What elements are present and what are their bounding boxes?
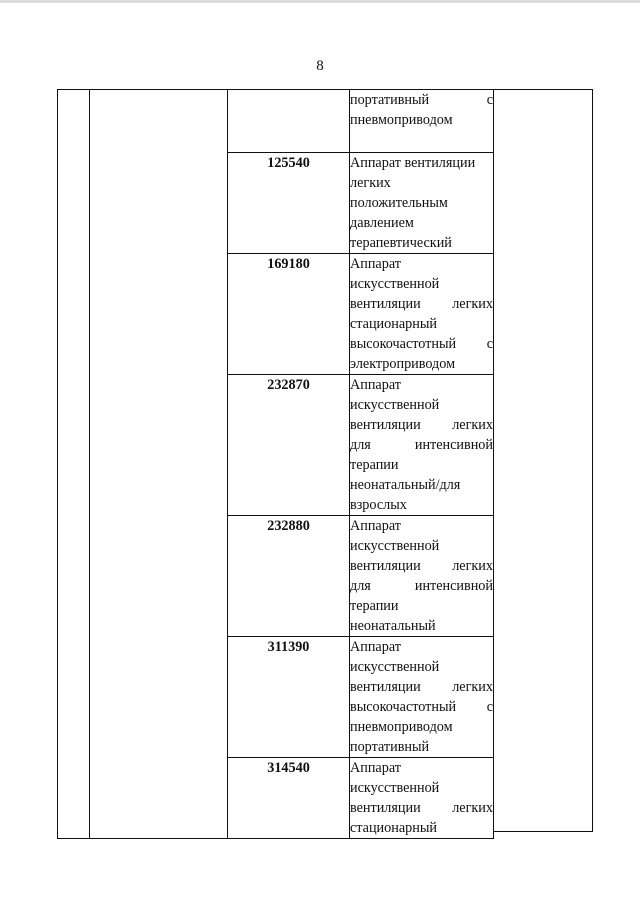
description-line: искусственной	[350, 397, 440, 413]
table-cell-group	[90, 90, 228, 839]
description-line: портативный с	[350, 92, 493, 108]
description-line: искусственной	[350, 780, 440, 796]
scan-edge	[0, 0, 640, 3]
description-line: искусственной	[350, 276, 440, 292]
description-line: искусственной	[350, 659, 440, 675]
table-cell-description	[350, 254, 494, 375]
table-cell-code: 232880	[228, 516, 350, 637]
table-cell-code: 169180	[228, 254, 350, 375]
description-line: искусственной	[350, 538, 440, 554]
table-cell-code: 232870	[228, 375, 350, 516]
description-line: терапии	[350, 457, 399, 473]
description-line: Аппарат	[350, 639, 401, 655]
description-line: вентиляции легких	[350, 558, 493, 574]
description-line: пневмоприводом	[350, 719, 453, 735]
table-cell-code: 311390	[228, 637, 350, 758]
table-cell-code: 125540	[228, 153, 350, 254]
description-line: вентиляции легких	[350, 679, 493, 695]
table-cell-description	[350, 516, 494, 637]
description-line: для интенсивной	[350, 578, 493, 594]
description-line: портативный	[350, 739, 430, 755]
description-line: Аппарат	[350, 256, 401, 272]
description-line: Аппарат	[350, 518, 401, 534]
description-line: электроприводом	[350, 356, 456, 372]
description-line: Аппарат	[350, 377, 401, 393]
description-line: легких	[350, 175, 391, 191]
description-line: высокочастотный с	[350, 336, 493, 352]
table-cell-description	[350, 637, 494, 758]
description-line: Аппарат вентиляции	[350, 155, 476, 171]
description-line: терапии	[350, 598, 399, 614]
table-cell-description	[350, 758, 494, 839]
table-cell-description	[350, 375, 494, 516]
description-line: вентиляции легких	[350, 417, 493, 433]
table-cell-description	[350, 90, 494, 153]
description-line: стационарный	[350, 820, 437, 836]
table-cell-code	[228, 90, 350, 153]
description-line: положительным	[350, 195, 448, 211]
table-cell-description	[350, 153, 494, 254]
description-line: давлением	[350, 215, 414, 231]
description-line: высокочастотный с	[350, 699, 493, 715]
table-cell-code: 314540	[228, 758, 350, 839]
description-line: стационарный	[350, 316, 437, 332]
device-table	[57, 89, 494, 839]
description-line: терапевтический	[350, 235, 452, 251]
description-line: для интенсивной	[350, 437, 493, 453]
description-line: неонатальный	[350, 618, 436, 634]
table-cell-index	[58, 90, 90, 839]
table-row	[58, 90, 494, 153]
description-line: взрослых	[350, 497, 407, 513]
description-line: пневмоприводом	[350, 112, 453, 128]
table-cell-notes	[493, 89, 593, 832]
page-number: 8	[316, 58, 324, 74]
description-line: Аппарат	[350, 760, 401, 776]
description-line: вентиляции легких	[350, 800, 493, 816]
description-line: вентиляции легких	[350, 296, 493, 312]
description-line: неонатальный/для	[350, 477, 461, 493]
